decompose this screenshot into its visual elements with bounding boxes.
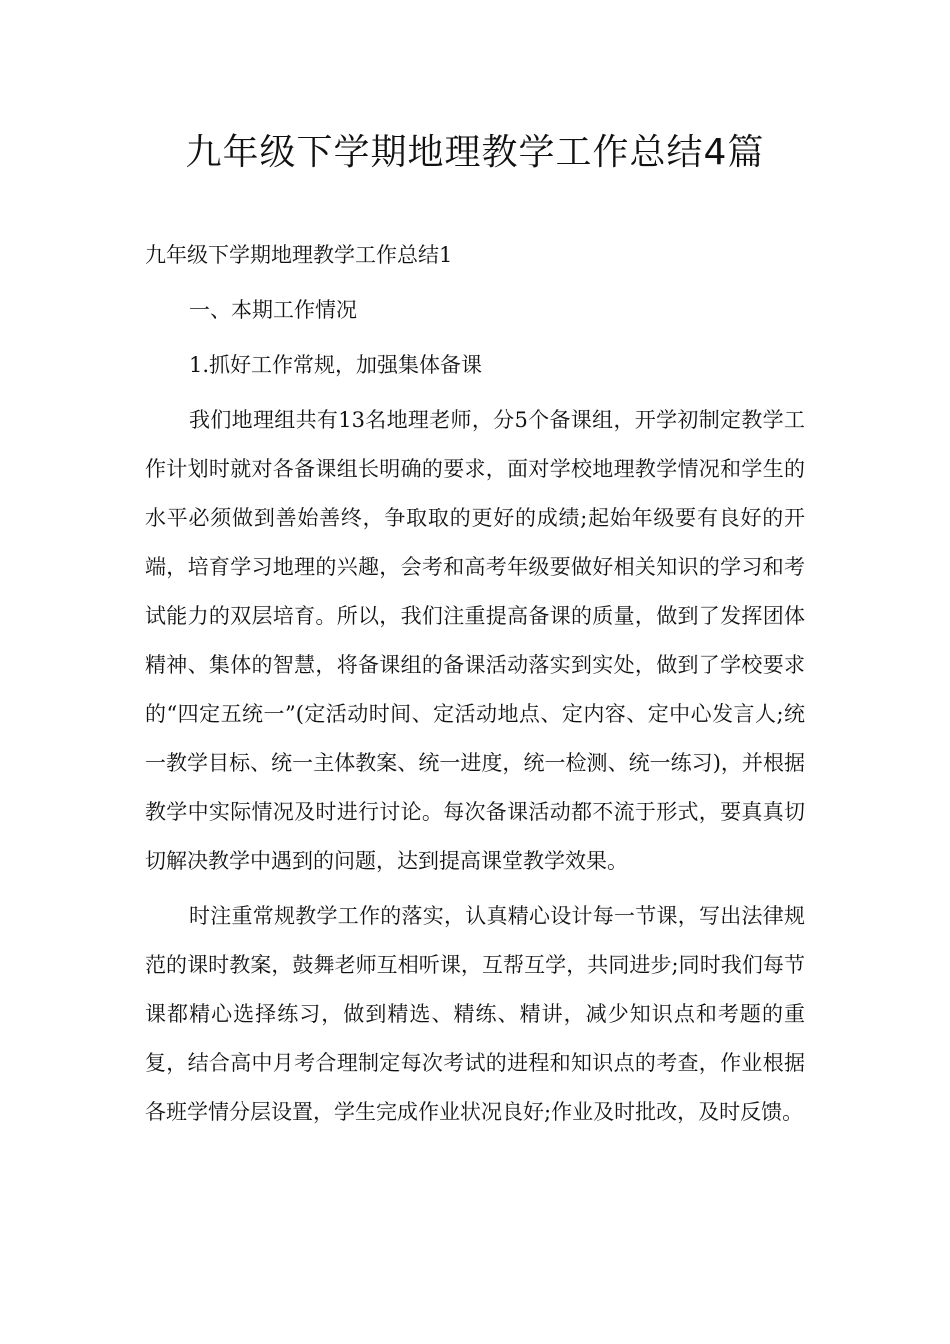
paragraph-2: 时注重常规教学工作的落实，认真精心设计每一节课，写出法律规范的课时教案，鼓舞老师互相听课，互帮互学，共同进步;同时我们每节课都精心选择练习，做到精选、精练、精讲，减少知识点和考题的重复，结合高中月考合理制定每次考试的进程和知识点的考查，作业根据各班学情分层设置，学生完成作业状况良好;作业及时批改，及时反馈。 xyxy=(145,904,805,1124)
document-body xyxy=(145,231,805,1137)
section-title: 九年级下学期地理教学工作总结1 xyxy=(145,243,453,267)
heading-level-1: 一、本期工作情况 xyxy=(189,298,357,322)
heading-level-2: 1.抓好工作常规，加强集体备课 xyxy=(189,353,483,377)
document-title: 九年级下学期地理教学工作总结4篇 xyxy=(185,132,765,173)
paragraph-1: 我们地理组共有13名地理老师，分5个备课组，开学初制定教学工作计划时就对各备课组长明确的要求，面对学校地理教学情况和学生的水平必须做到善始善终，争取取的更好的成绩;起始年级要有良好的开端，培育学习地理的兴趣，会考和高考年级要做好相关知识的学习和考试能力的双层培育。所以，我们注重提高备课的质量，做到了发挥团体精神、集体的智慧，将备课组的备课活动落实到实处，做到了学校要求的“四定五统一”(定活动时间、定活动地点、定内容、定中心发言人;统一教学目标、统一主体教案、统一进度，统一检测、统一练习)，并根据教学中实际情况及时进行讨论。每次备课活动都不流于形式，要真真切切解决教学中遇到的问题，达到提高课堂教学效果。 xyxy=(145,408,805,873)
